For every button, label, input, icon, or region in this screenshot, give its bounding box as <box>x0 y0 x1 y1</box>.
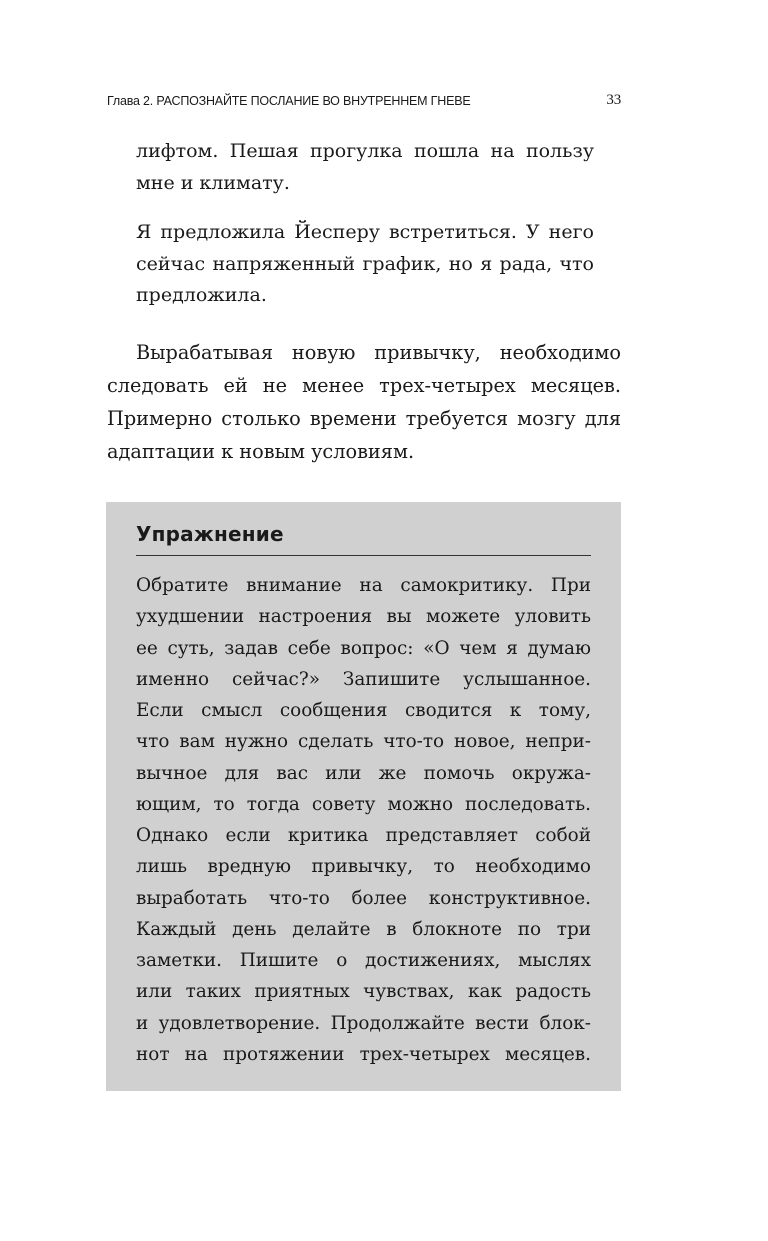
page-number: 33 <box>606 92 621 108</box>
text-line: Я предложила Йесперу встретиться. У него <box>136 221 594 243</box>
text-line: ее суть, задав себе вопрос: «О чем я думаю <box>136 637 591 659</box>
text-line: или таких приятных чувствах, как радость <box>136 981 591 1003</box>
text-line: мне и климату. <box>136 171 290 194</box>
text-line: вычное для вас или же помочь окружа- <box>136 762 591 784</box>
quote-block <box>136 136 594 199</box>
text-line: Если смысл сообщения сводится к тому, <box>136 700 591 721</box>
quote-block <box>136 217 594 312</box>
text-line: и удовлетворение. Продолжайте вести блок- <box>136 1012 591 1034</box>
text-line: нот на протяжении трех-четырех месяцев. <box>136 1043 591 1065</box>
text-line: сейчас напряженный график, но я рада, что <box>136 252 594 275</box>
text-line: ющим, то тогда совету можно последовать. <box>136 793 591 815</box>
running-head <box>107 92 621 112</box>
chapter-title: Глава 2. РАСПОЗНАЙТЕ ПОСЛАНИЕ ВО ВНУТРЕННЕМ ГНЕВЕ <box>107 94 471 108</box>
text-line: ухудшении настроения вы можете уловить <box>136 606 591 628</box>
exercise-body <box>136 570 591 1070</box>
exercise-box <box>106 502 621 1091</box>
text-line: Обратите внимание на самокритику. При <box>136 575 591 596</box>
text-line: Вырабатывая новую привычку, необходимо <box>136 341 621 364</box>
text-line: лишь вредную привычку, то необходимо <box>136 856 591 878</box>
title-divider <box>136 555 591 556</box>
text-line: адаптации к новым условиям. <box>107 440 415 463</box>
exercise-title: Упражнение <box>136 522 284 546</box>
text-line: Примерно столько времени требуется мозгу для <box>107 407 621 430</box>
text-line: что вам нужно сделать что-то новое, непри- <box>136 731 591 753</box>
text-line: именно сейчас?» Запишите услышанное. <box>136 668 591 690</box>
text-line: Однако если критика представляет собой <box>136 825 591 846</box>
text-line: Каждый день делайте в блокноте по три <box>136 918 591 940</box>
text-line: заметки. Пишите о достижениях, мыслях <box>136 950 591 971</box>
text-line: следовать ей не менее трех-четырех месяцев. <box>107 374 621 397</box>
text-line: предложила. <box>136 284 267 306</box>
text-line: выработать что-то более конструктивное. <box>136 887 591 909</box>
text-line: лифтом. Пешая прогулка пошла на пользу <box>136 140 594 162</box>
body-paragraph <box>107 336 621 468</box>
